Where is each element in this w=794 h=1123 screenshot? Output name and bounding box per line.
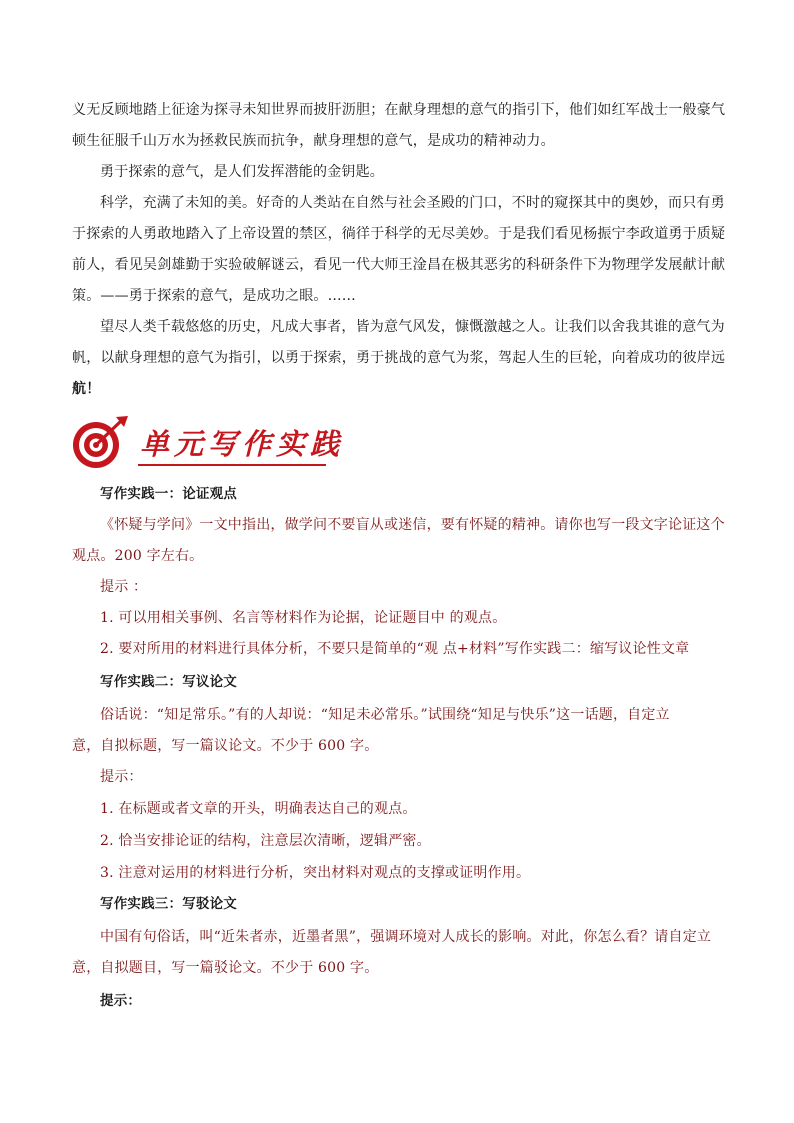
practice2-hint: 1. 在标题或者文章的开头，明确表达自己的观点。 xyxy=(100,801,417,817)
banner-underline xyxy=(138,464,326,466)
section-banner xyxy=(66,414,345,472)
essay-line: 望尽人类千载悠悠的历史，凡成大事者，皆为意气风发，慷慨激越之人。让我们以舍我其谁的意气为 xyxy=(100,319,725,335)
practice1-prompt-line: 观点。200 字左右。 xyxy=(72,548,204,564)
practice3-prompt-line: 意，自拟题目，写一篇驳论文。不少于 600 字。 xyxy=(72,960,379,976)
practice1-hint-text: 1. 可以用相关事例、名言等材料作为论据，论证题目中 的观点。 xyxy=(100,610,507,626)
practice3-heading: 写作实践三：写驳论文 xyxy=(100,896,237,912)
practice2-hint: 3. 注意对运用的材料进行分析，突出材料对观点的支撑或证明作用。 xyxy=(100,865,531,881)
practice1-heading: 写作实践一：论证观点 xyxy=(100,486,237,502)
practice2-prompt-line: 俗话说：“知足常乐。”有的人却说：“知足未必常乐。”试围绕“知足与快乐”这一话题，自定立 xyxy=(100,707,670,723)
essay-line: 勇于探索的意气，是人们发挥潜能的金钥匙。 xyxy=(100,164,384,180)
target-icon xyxy=(66,414,130,472)
essay-line: 航！ xyxy=(72,381,101,397)
banner-title: 单元写作实践 xyxy=(140,427,345,461)
practice1-hint-text: 2. 要对所用的材料进行具体分析，不要只是简单的“观 点+材料”写作实践二：缩写议论性文章 xyxy=(100,641,690,657)
essay-line: 科学，充满了未知的美。好奇的人类站在自然与社会圣殿的门口，不时的窥探其中的奥妙，而只有勇 xyxy=(100,195,725,211)
practice1-prompt-line: 《怀疑与学问》一文中指出，做学问不要盲从或迷信，要有怀疑的精神。请你也写一段文字论证这个 xyxy=(100,517,725,533)
practice2-hint-label: 提示： xyxy=(100,769,143,785)
essay-line: 前人，看见吴剑雄勤于实验破解谜云，看见一代大师王淦昌在极其恶劣的科研条件下为物理学发展献计献 xyxy=(72,257,726,273)
practice2-prompt-line: 意，自拟标题，写一篇议论文。不少于 600 字。 xyxy=(72,738,379,754)
essay-line: 于探索的人勇敢地踏入了上帝设置的禁区，徜徉于科学的无尽美妙。于是我们看见杨振宁李政道勇于质疑 xyxy=(72,226,726,242)
practice2-hint: 2. 恰当安排论证的结构，注意层次清晰，逻辑严密。 xyxy=(100,833,431,849)
essay-line: 顿生征服千山万水为拯救民族而抗争，献身理想的意气，是成功的精神动力。 xyxy=(72,133,555,149)
practice2-heading: 写作实践二：写议论文 xyxy=(100,674,237,690)
practice1-hint xyxy=(100,640,689,658)
practice3-prompt-line: 中国有句俗话，叫“近朱者赤，近墨者黑”，强调环境对人成长的影响。对此，你怎么看？请自定立 xyxy=(100,929,712,945)
essay-line: 帆，以献身理想的意气为指引，以勇于探索，勇于挑战的意气为浆，驾起人生的巨轮，向着成功的彼岸远 xyxy=(72,350,726,366)
essay-line: 策。——勇于探索的意气，是成功之眼。…… xyxy=(72,288,356,304)
essay-line: 义无反顾地踏上征途为探寻未知世界而披肝沥胆；在献身理想的意气的指引下，他们如红军战士一般豪气 xyxy=(72,102,726,118)
practice1-hint xyxy=(100,609,506,627)
practice1-hint-label: 提示 ： xyxy=(100,579,148,595)
practice3-hint-label: 提示： xyxy=(100,993,142,1009)
